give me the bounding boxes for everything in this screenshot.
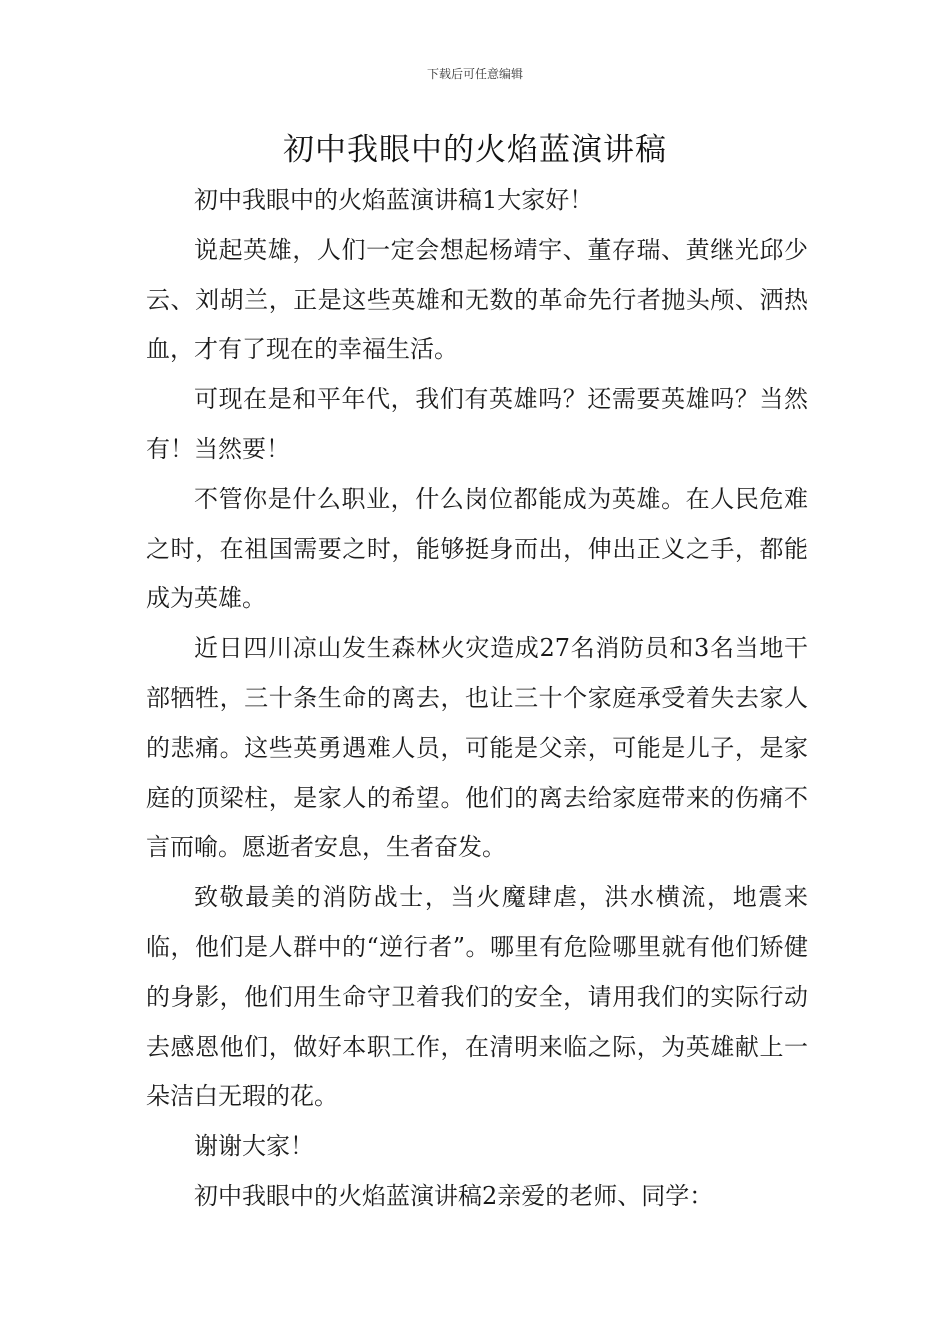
document-title: 初中我眼中的火焰蓝演讲稿 [283,132,667,168]
paragraph-8: 初中我眼中的火焰蓝演讲稿2亲爱的老师、同学： [194,1181,714,1210]
paragraph-1: 初中我眼中的火焰蓝演讲稿1大家好！ [194,186,594,214]
paragraph-3: 可现在是和平年代，我们有英雄吗？还需要英雄吗？当然有！当然要！ [146,385,808,463]
paragraph-5: 近日四川凉山发生森林火灾造成27名消防员和3名当地干部牺牲，三十条生命的离去，也让三十个家庭承受着失去家人的悲痛。这些英勇遇难人员，可能是父亲，可能是儿子，是家庭的顶梁柱，是家人的希望。他们的离去给家庭带来的伤痛不言而喻。愿逝者安息，生者奋发。 [146,634,808,862]
paragraph-7: 谢谢大家！ [194,1132,314,1161]
paragraph-6: 致敬最美的消防战士，当火魔肆虐，洪水横流，地震来临，他们是人群中的“逆行者”。哪里有危险哪里就有他们矫健的身影，他们用生命守卫着我们的安全，请用我们的实际行动去感恩他们，做好本职工作，在清明来临之际，为英雄献上一朵洁白无瑕的花。 [146,883,808,1111]
paragraph-4: 不管你是什么职业，什么岗位都能成为英雄。在人民危难之时，在祖国需要之时，能够挺身而出，伸出正义之手，都能成为英雄。 [146,484,808,613]
document-body [146,176,808,1222]
header-note: 下载后可任意编辑 [426,67,523,81]
paragraph-2: 说起英雄，人们一定会想起杨靖宇、董存瑞、黄继光邱少云、刘胡兰，正是这些英雄和无数的革命先行者抛头颅、洒热血，才有了现在的幸福生活。 [146,235,808,364]
